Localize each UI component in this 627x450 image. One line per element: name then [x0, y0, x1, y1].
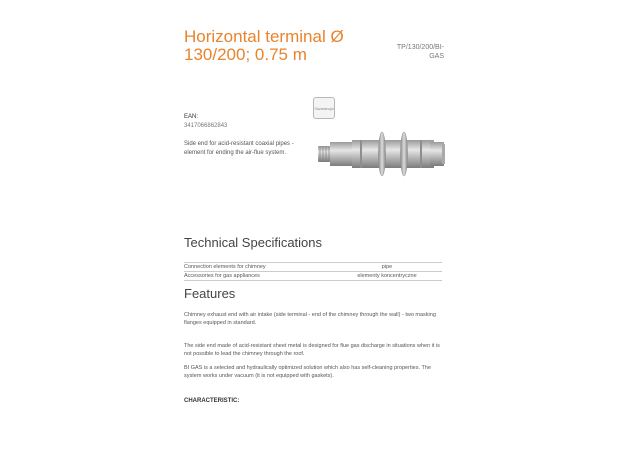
table-row — [184, 263, 442, 272]
product-title: Horizontal terminal Ø 130/200; 0.75 m — [184, 27, 344, 64]
warranty-badge: Gwarancja — [313, 97, 335, 119]
spec-value: pipe — [332, 263, 442, 272]
spec-label: Accessories for gas appliances — [184, 272, 332, 281]
specifications-table — [184, 262, 442, 281]
product-sku: TP/130/200/BI-GAS — [396, 44, 444, 60]
product-description: Side end for acid-resistant coaxial pipes - element for ending the air-flue system. — [184, 141, 294, 156]
spec-value: elementy koncentryczne — [332, 272, 442, 281]
feature-paragraph: BI GAS is a selected and hydraulically optimized solution which also has self-cleaning properties. The system works under vacuum (it is not equipped with gaskets). — [184, 365, 431, 379]
feature-paragraph: The side end made of acid-resistant sheet metal is designed for flue gas discharge in situations when it is not possible to lead the chimney through the roof. — [184, 343, 440, 357]
table-row — [184, 272, 442, 281]
characteristic-label: CHARACTERISTIC: — [184, 398, 240, 404]
spec-label: Connection elements for chimney — [184, 263, 332, 272]
ean-label: EAN: — [184, 114, 199, 120]
features-heading: Features — [184, 286, 236, 301]
product-image — [302, 122, 450, 194]
ean-value: 3417066862843 — [184, 123, 228, 129]
feature-paragraph: Chimney exhaust end with air intake (side terminal - end of the chimney through the wall) - two masking flanges equipped in standard. — [184, 312, 436, 326]
technical-specifications-heading: Technical Specifications — [184, 235, 323, 250]
